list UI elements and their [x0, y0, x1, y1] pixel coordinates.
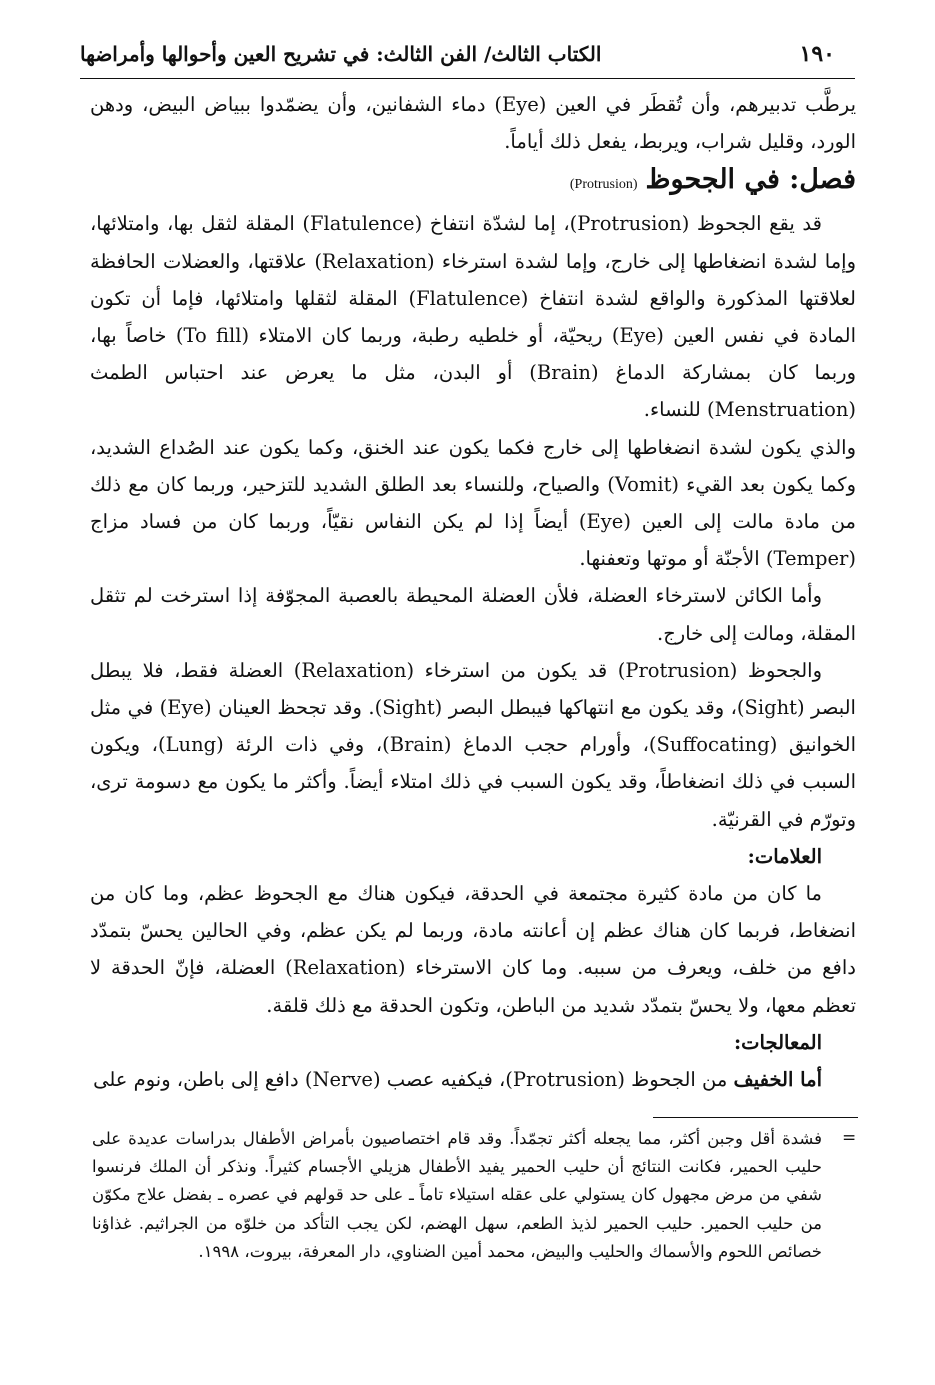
paragraph: يرطَّب تدبيرهم، وأن تُقطَر في العين (Eye) دماء الشفانين، وأن يضمّدوا ببياض البيض، ودهن الورد، وقليل شراب، ويربط، يفعل ذلك أياماً.	[90, 93, 856, 154]
signs-heading: العلامات:	[747, 844, 822, 868]
paragraph: ما كان من مادة كثيرة مجتمعة في الحدقة، فيكون هناك مع الجحوظ عظم، وما كان من انضغاط، فربما كان هناك عظم إن أعانته مادة، وربما لم يكن عظم، وفي الحالين يحسّ بتمدّد دافع من خلف، ويعرف من سببه. وما كان الاسترخاء (Relaxation) العضلة، فإنّ الحدقة لا تعظم معها، ولا يحسّ بتمدّد شديد من الباطن، وتكون الحدقة مع ذلك قلقة.	[90, 882, 856, 1017]
footnote	[92, 1125, 856, 1266]
paragraph-rest: من الجحوظ (Protrusion)، فيكفيه عصب (Nerve) دافع إلى باطن، ونوم على	[93, 1068, 734, 1092]
running-header-title: الكتاب الثالث/ الفن الثالث: في تشريح العين وأحوالها وأمراضها	[80, 42, 602, 66]
running-header	[80, 30, 855, 79]
main-text	[90, 86, 856, 1098]
footnote-divider	[653, 1117, 858, 1118]
section-heading-latin: (Protrusion)	[569, 177, 638, 193]
paragraph	[90, 1061, 856, 1098]
paragraph: والذي يكون لشدة انضغاطها إلى خارج فكما يكون عند الخنق، وكما يكون عند الصُداع الشديد، وكما يكون بعد القيء (Vomit) والصياح، وللنساء بعد الطلق الشديد للتزحير، وربما كان مع ذلك من مادة مالت إلى العين (Eye) أيضاً إذا لم يكن النفاس نقيّاً، وربما كان من فساد مزاج (Temper) الأجنّة أو موتها وتعفنها.	[90, 435, 856, 571]
paragraph-lead: أما الخفيف	[733, 1068, 822, 1092]
section-heading	[90, 160, 856, 205]
page-number: ١٩٠	[799, 41, 835, 67]
treatments-heading: المعالجات:	[733, 1030, 822, 1054]
paragraph: وأما الكائن لاسترخاء العضلة، فلأن العضلة المحيطة بالعصبة المجوّفة إذا استرخت لم تثقل المقلة، ومالت إلى خارج.	[90, 584, 856, 645]
paragraph: والجحوظ (Protrusion) قد يكون من استرخاء (Relaxation) العضلة فقط، فلا يبطل البصر (Sight)، وقد يكون مع انتهاكها فيبطل البصر (Sight). وقد تجحظ العينان (Eye) في مثل الخوانيق (Suffocating)، وأورام حجب الدماغ (Brain)، وفي ذات الرئة (Lung)، ويكون السبب في ذلك انضغاطاً، وقد يكون السبب في ذلك امتلاء أيضاً. وأكثر ما يكون مع دسومة ترى، وتورّم في القرنيّة.	[90, 658, 856, 831]
paragraph: قد يقع الجحوظ (Protrusion)، إما لشدّة انتفاخ (Flatulence) المقلة لثقل بها، وامتلائها، وإما لشدة انضغاطها إلى خارج، وإما لشدة استرخاء (Relaxation) علاقتها، والعضلات الحافظة لعلاقتها المذكورة والواقع لشدة انتفاخ (Flatulence) المقلة لثقلها وامتلائها، فإما أن تكون المادة في نفس العين (Eye) ريحيّة، أو خلطيه رطبة، وربما كان الامتلاء (To fill) خاصاً بها، وربما كان بمشاركة الدماغ (Brain) أو البدن، مثل ما يعرض عند احتباس الطمث (Menstruation) للنساء.	[90, 212, 856, 422]
section-heading-text: فصل: في الجحوظ	[645, 164, 856, 196]
footnote-continuation-marker: =	[842, 1128, 857, 1148]
footnote-text: فشدة أقل وجبن أكثر، مما يجعله أكثر تجمّداً. وقد قام اختصاصيون بأمراض الأطفال بدراسات عديدة على حليب الحمير، فكانت النتائج أن حليب الحمير يفيد الأطفال هزيلي الأجسام كثيراً. ونذكر أن الملك فرنسوا شفي من مرض مجهول كان يستولي على عقله استيلاء تاماً ـ على حد قولهم في عصره ـ بفضل علاج مكوّن من حليب الحمير. حليب الحمير لذيذ الطعم، سهل الهضم، لكن يجب التأكد من خلوّه من الجراثيم. غذاؤنا خصائص اللحوم والأسماك والحليب والبيض، محمد أمين الضناوي، دار المعرفة، بيروت، ١٩٩٨.	[92, 1129, 822, 1261]
